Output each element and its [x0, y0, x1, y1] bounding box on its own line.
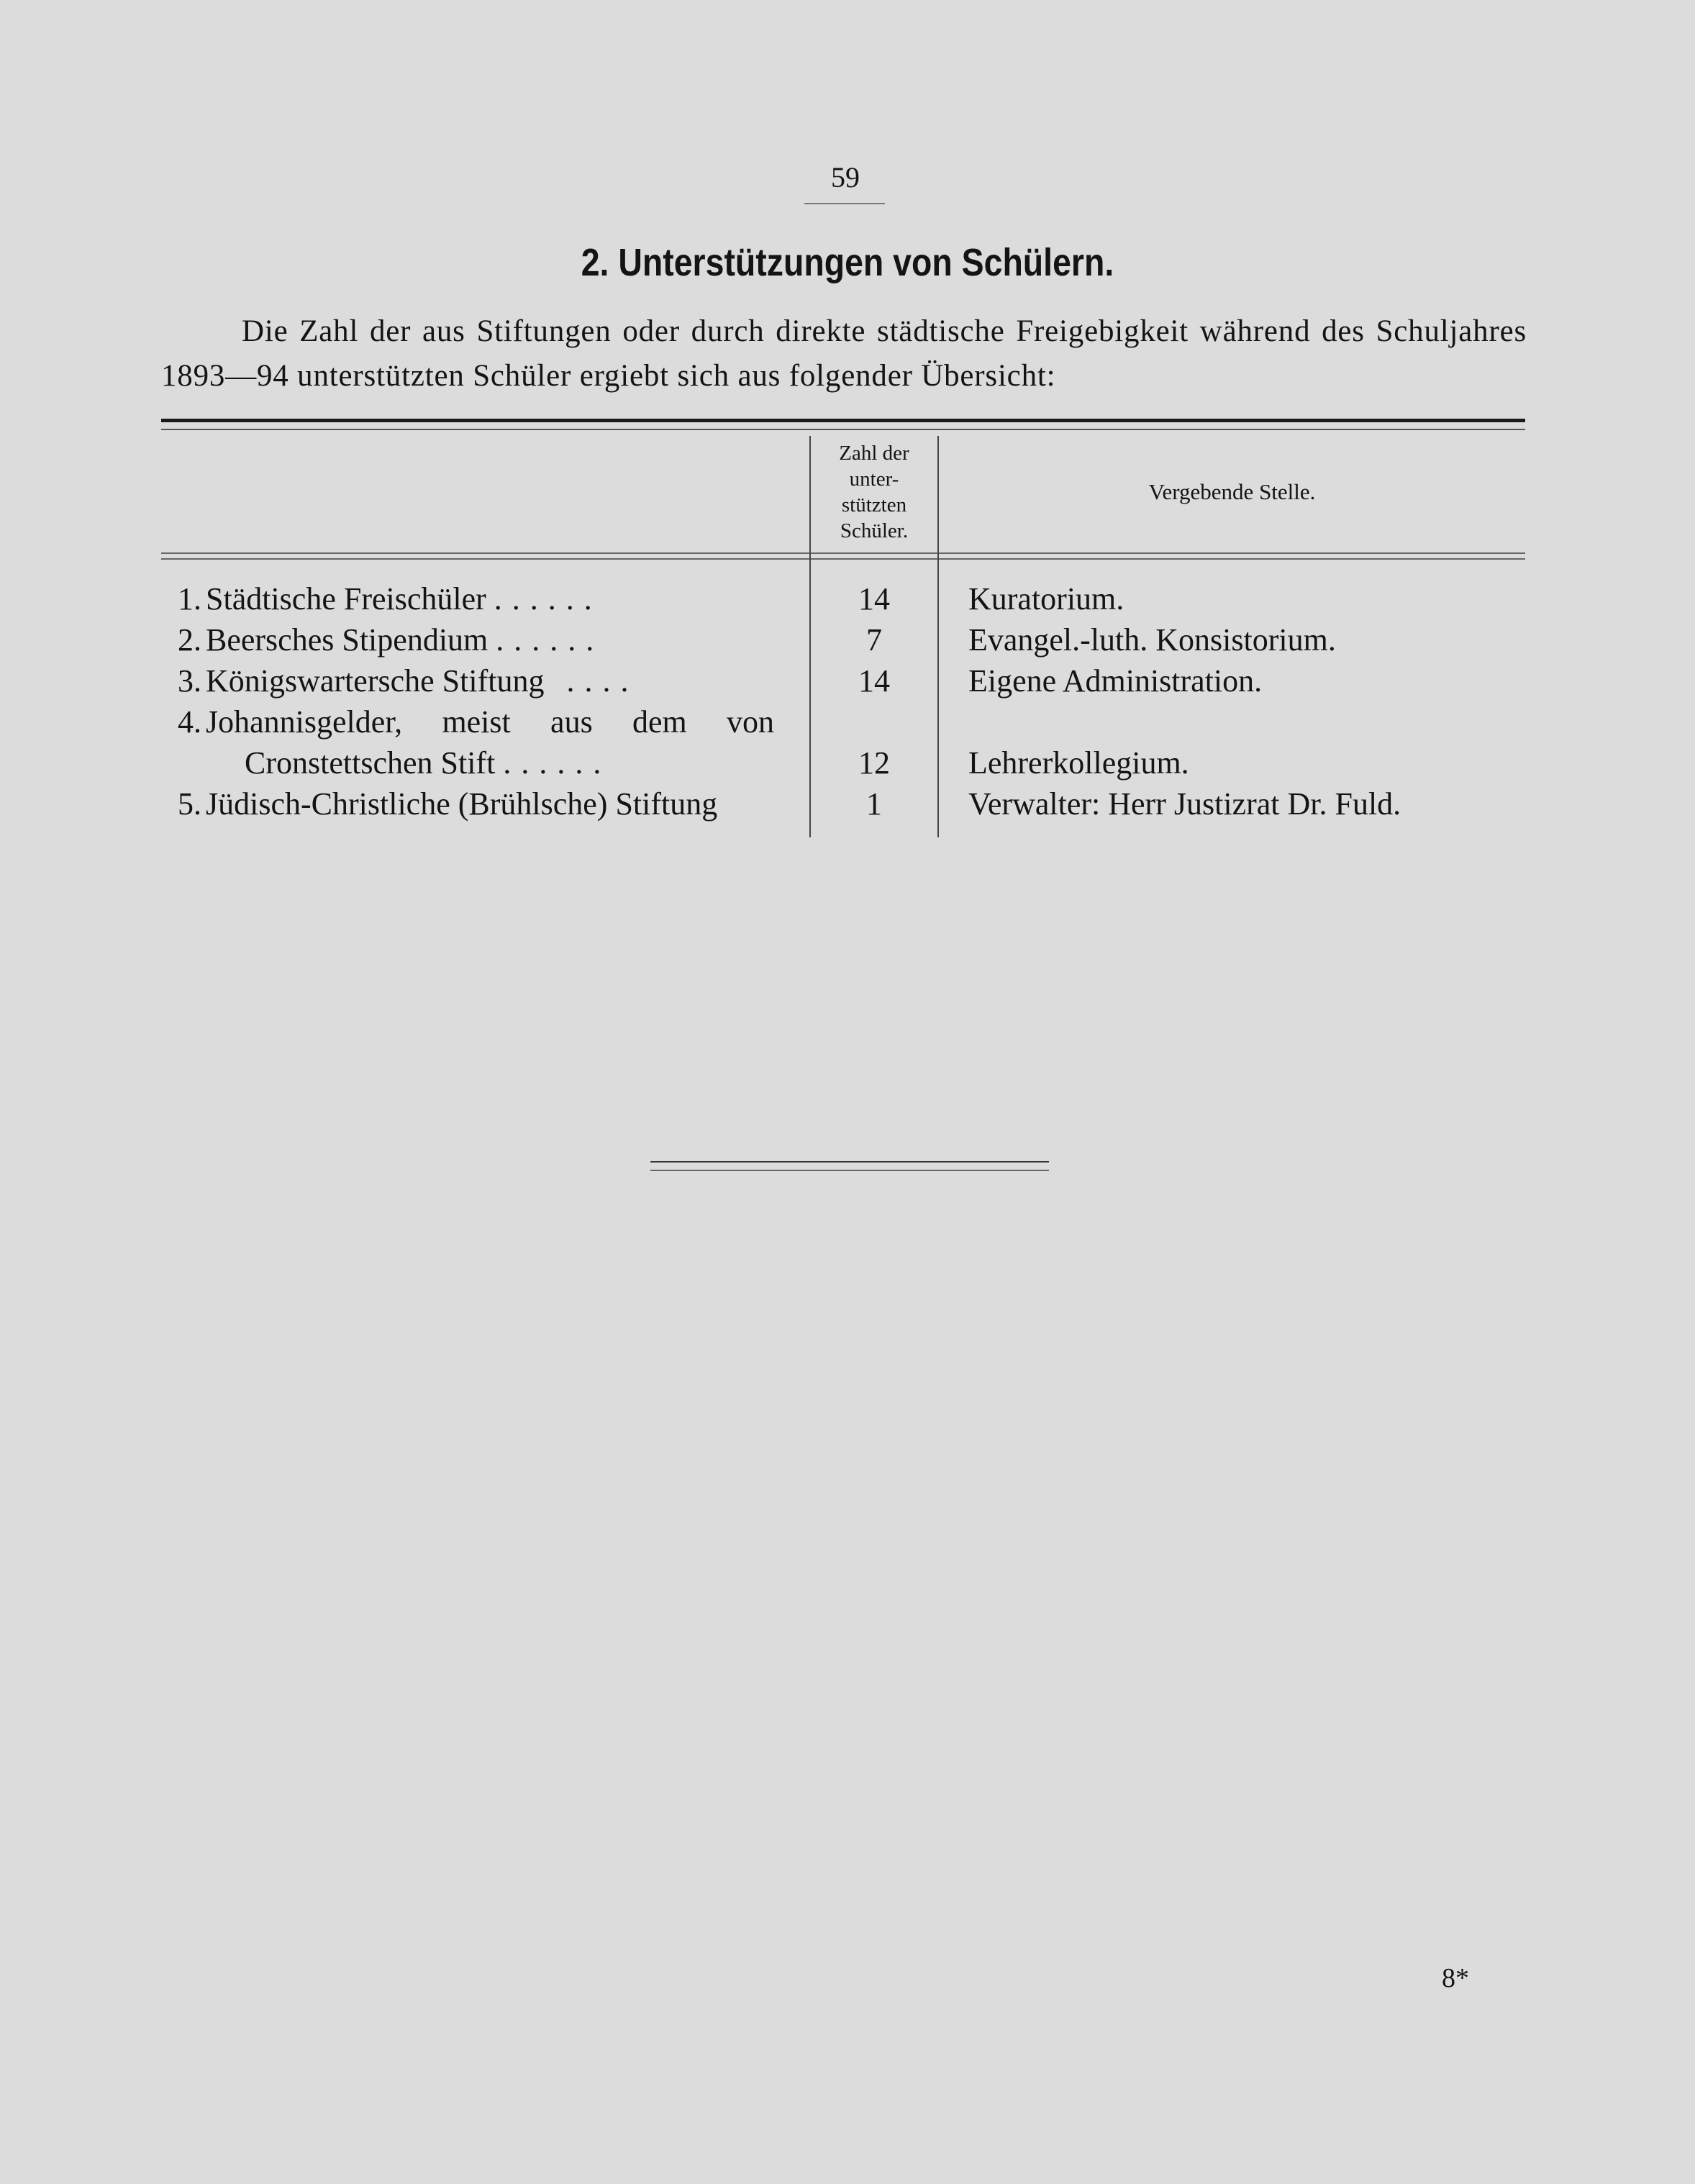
header-office: Vergebende Stelle. — [1148, 479, 1316, 504]
table-top-rule-thin — [161, 429, 1525, 430]
table-header-rule-second — [161, 558, 1525, 560]
row-name: Jüdisch-Christliche (Brühlsche) Stiftung — [206, 786, 718, 822]
row-count: 14 — [858, 663, 890, 699]
row-name-line2 — [245, 743, 611, 783]
table-top-rule — [161, 419, 1525, 422]
row-office: Lehrerkollegium. — [968, 745, 1189, 781]
header-count-line: stützten — [841, 493, 907, 517]
row-count: 12 — [858, 745, 890, 781]
header-count-line: unter- — [849, 468, 899, 491]
row-name — [206, 579, 602, 619]
row-number: 2. — [178, 622, 201, 658]
header-count — [811, 440, 937, 544]
page-number-rule — [804, 203, 885, 204]
row-name-text: Cronstettschen Stift — [245, 745, 496, 781]
header-count-line: Zahl der — [839, 442, 909, 465]
leader-dots: ...... — [494, 581, 602, 616]
row-number: 5. — [178, 786, 201, 822]
leader-dots: .... — [566, 663, 639, 699]
leader-dots: ...... — [496, 622, 604, 658]
row-number: 1. — [178, 581, 201, 616]
row-number: 3. — [178, 663, 201, 699]
row-name-text: Beersches Stipendium — [206, 622, 488, 658]
row-count: 1 — [866, 786, 882, 822]
section-title: 2. Unterstützungen von Schülern. — [581, 241, 1114, 284]
header-count-line: Schüler. — [840, 519, 909, 542]
row-number: 4. — [178, 704, 201, 740]
signature-mark: 8* — [1442, 1963, 1469, 1993]
page-number: 59 — [831, 161, 860, 194]
row-name — [206, 620, 604, 660]
row-name-text: Städtische Freischüler — [206, 581, 486, 616]
row-name — [206, 661, 638, 701]
table-header-rule — [161, 552, 1525, 554]
row-office: Evangel.-luth. Konsistorium. — [968, 622, 1336, 658]
intro-paragraph: Die Zahl der aus Stiftungen oder durch direkte städtische Freigebigkeit während des Schuljahres 1893—94 unterstützten Schüler ergiebt sich aus folgender Übersicht: — [161, 314, 1527, 393]
section-end-rule-second — [650, 1170, 1049, 1171]
row-office: Eigene Administration. — [968, 663, 1263, 699]
row-office: Verwalter: Herr Justizrat Dr. Fuld. — [968, 786, 1401, 822]
row-name-text: Königswartersche Stiftung — [206, 663, 545, 699]
row-count: 7 — [866, 622, 882, 658]
section-end-rule — [650, 1161, 1049, 1162]
row-count: 14 — [858, 581, 890, 616]
row-name-line1: Johannisgelder, meist aus dem von — [206, 704, 774, 740]
row-office: Kuratorium. — [968, 581, 1124, 616]
leader-dots: ...... — [503, 745, 612, 781]
